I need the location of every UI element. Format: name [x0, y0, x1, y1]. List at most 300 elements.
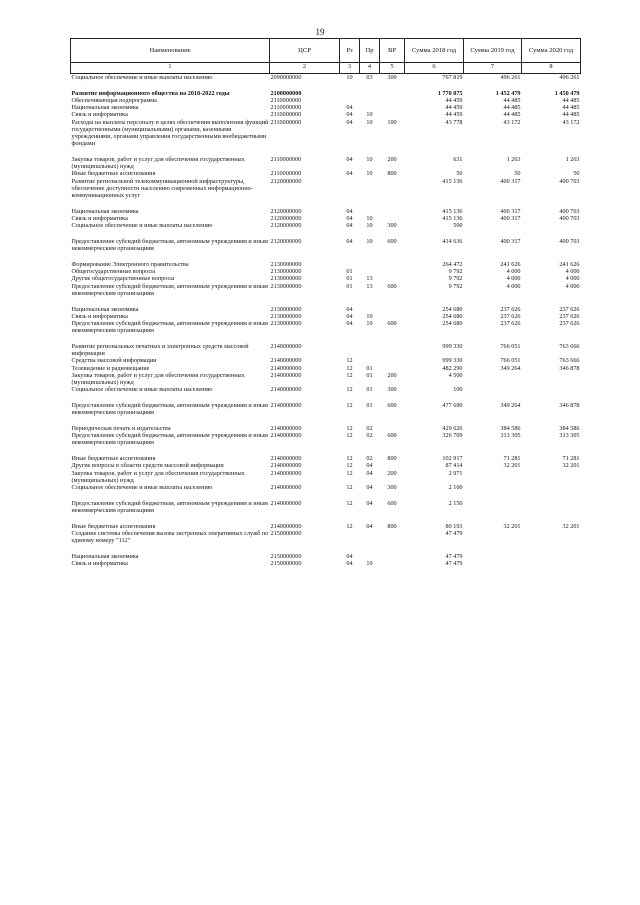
row-sum-2020: [522, 386, 581, 393]
page-number: 19: [315, 27, 325, 37]
row-sum-2018: 477 690: [442, 402, 463, 410]
row-sum-2019: 32 201: [503, 462, 521, 470]
row-sum-2019: 313 305: [500, 432, 521, 440]
row-vr: 600: [387, 432, 397, 440]
row-pr: 10: [366, 170, 373, 178]
row-csr: 2140000000: [270, 343, 302, 351]
row-vr: [380, 530, 405, 544]
row-pr: 10: [366, 156, 373, 164]
row-rz: 12: [346, 499, 353, 507]
row-rz: 04: [346, 312, 353, 320]
spacer-cell: [71, 393, 581, 402]
row-csr: 2150000000: [270, 530, 302, 538]
row-vr: [380, 275, 405, 282]
row-rz: 04: [346, 156, 353, 164]
table-body: [71, 74, 581, 568]
row-csr: 2140000000: [270, 462, 302, 470]
row-sum-2018: 1 770 875: [437, 89, 463, 97]
row-csr: 2140000000: [270, 425, 302, 433]
row-sum-2018: 2 971: [448, 469, 463, 477]
row-sum-2020: 496 261: [559, 74, 580, 81]
row-name: Социальное обеспечение и иные выплаты населению: [71, 386, 213, 394]
row-sum-2019: 400 317: [500, 207, 521, 215]
spacer-cell: [71, 514, 581, 523]
row-sum-2018: 264 472: [442, 261, 463, 269]
row-pr: [360, 306, 380, 313]
row-name: Иные бюджетные ассигнования: [71, 170, 156, 178]
row-sum-2019: [464, 560, 522, 567]
table-row: [71, 425, 581, 432]
row-csr: 2140000000: [270, 499, 302, 507]
column-number-row: [71, 63, 581, 74]
row-pr: 10: [366, 312, 373, 320]
row-name: Телевидение и радиовещание: [71, 364, 150, 372]
row-rz: [340, 530, 360, 544]
row-vr: [380, 306, 405, 313]
row-pr: 04: [366, 522, 373, 530]
row-csr: 2110000000: [270, 97, 302, 104]
row-sum-2018: 415 136: [442, 215, 463, 223]
row-rz: 12: [346, 462, 353, 470]
row-sum-2018: 44 459: [445, 104, 463, 112]
row-csr: 2120000000: [270, 177, 302, 185]
row-sum-2018: 80 193: [445, 522, 463, 530]
row-name: Другие вопросы в области средств массовой информации: [71, 462, 224, 470]
row-name: Связь и информатика: [71, 215, 128, 223]
table-row: [71, 238, 581, 252]
row-name: Развитие информационного общества на 2018-2022 годы: [71, 89, 230, 97]
row-sum-2020: 237 626: [559, 312, 580, 320]
row-csr: 2130000000: [270, 282, 302, 290]
spacer-row: [71, 334, 581, 343]
row-sum-2018: 631: [453, 156, 463, 164]
row-rz: 04: [346, 222, 353, 230]
row-name: Предоставление субсидий бюджетным, автономным учреждениям и иным некоммерческим организациям: [71, 320, 268, 335]
row-name: Развитие региональных печатных и электронных средств массовой информации: [71, 343, 249, 358]
row-csr: 2140000000: [270, 402, 302, 410]
row-sum-2019: 4 000: [506, 275, 521, 283]
row-sum-2019: 237 626: [500, 305, 521, 313]
row-csr: 2100000000: [270, 89, 302, 97]
row-sum-2018: 50: [456, 170, 463, 178]
row-vr: 200: [387, 469, 397, 477]
row-sum-2020: 313 305: [559, 432, 580, 440]
row-name: Связь и информатика: [71, 560, 128, 568]
row-sum-2019: 384 586: [500, 425, 521, 433]
row-vr: 300: [387, 484, 397, 492]
row-sum-2019: 1 452 479: [495, 89, 521, 97]
row-vr: 600: [387, 282, 397, 290]
table-row: [71, 261, 581, 268]
row-sum-2020: [522, 553, 581, 560]
row-csr: 2110000000: [270, 118, 302, 126]
row-rz: 04: [346, 104, 353, 112]
row-sum-2020: 237 626: [559, 305, 580, 313]
row-name: Развитие региональной телекоммуникационной инфраструктуры, обеспечение доступности населению современных информационно-коммуникационных услуг: [71, 177, 253, 200]
spacer-row: [71, 199, 581, 208]
row-vr: [380, 425, 405, 432]
table-row: [71, 470, 581, 484]
row-sum-2018: 4 500: [448, 371, 463, 379]
row-sum-2020: 1 450 479: [554, 89, 580, 97]
row-rz: 01: [346, 275, 353, 283]
table-row: [71, 313, 581, 320]
row-vr: [380, 365, 405, 372]
row-rz: 04: [346, 553, 353, 561]
row-sum-2019: 496 261: [500, 74, 521, 81]
row-sum-2018: 87 414: [445, 462, 463, 470]
row-sum-2020: [522, 500, 581, 514]
table-row: [71, 343, 581, 357]
row-pr: 01: [366, 371, 373, 379]
table-row: [71, 104, 581, 111]
spacer-row: [71, 147, 581, 156]
table-row: [71, 283, 581, 297]
row-sum-2020: [522, 470, 581, 484]
spacer-cell: [71, 147, 581, 156]
table-row: [71, 90, 581, 97]
row-vr: 600: [387, 499, 397, 507]
row-sum-2019: [464, 553, 522, 560]
row-pr: [360, 343, 380, 357]
header-name: Наименование: [71, 39, 270, 63]
table-row: [71, 208, 581, 215]
row-pr: 01: [366, 386, 373, 394]
row-sum-2020: 4 000: [565, 282, 580, 290]
row-rz: 04: [346, 238, 353, 246]
row-pr: 01: [366, 402, 373, 410]
row-sum-2018: 44 459: [445, 111, 463, 119]
row-csr: 2140000000: [270, 364, 302, 372]
row-sum-2019: 44 485: [503, 111, 521, 119]
spacer-row: [71, 252, 581, 261]
row-sum-2019: [464, 222, 522, 229]
row-pr: [360, 261, 380, 268]
table-row: [71, 306, 581, 313]
row-name: Иные бюджетные ассигнования: [71, 455, 156, 463]
row-sum-2020: 237 626: [559, 320, 580, 328]
row-name: Средства массовой информации: [71, 357, 157, 365]
row-sum-2019: 400 317: [500, 215, 521, 223]
row-sum-2020: 50: [573, 170, 580, 178]
row-sum-2019: [464, 530, 522, 544]
row-vr: [380, 268, 405, 275]
row-sum-2020: 44 485: [562, 97, 580, 104]
row-vr: 300: [387, 222, 397, 230]
row-pr: [360, 208, 380, 215]
table-header-row: [71, 39, 581, 63]
table-row: [71, 484, 581, 491]
row-pr: [360, 268, 380, 275]
row-vr: 300: [387, 386, 397, 394]
row-sum-2018: 2 150: [448, 499, 463, 507]
table-row: [71, 500, 581, 514]
row-csr: 2140000000: [270, 484, 302, 492]
column-number: 5: [380, 63, 405, 74]
row-sum-2018: 2 100: [448, 484, 463, 492]
row-vr: 800: [387, 455, 397, 463]
row-rz: 12: [346, 402, 353, 410]
row-sum-2019: [464, 372, 522, 386]
row-sum-2020: 1 263: [565, 156, 580, 164]
row-sum-2020: 4 000: [565, 268, 580, 276]
row-rz: 12: [346, 364, 353, 372]
table-row: [71, 268, 581, 275]
row-csr: 2140000000: [270, 455, 302, 463]
row-name: Закупка товаров, работ и услуг для обеспечения государственных (муниципальных) нужд: [71, 156, 245, 171]
row-pr: [360, 90, 380, 97]
row-sum-2020: [522, 560, 581, 567]
spacer-row: [71, 229, 581, 238]
row-name: Предоставление субсидий бюджетным, автономным учреждениям и иным некоммерческим организациям: [71, 499, 268, 515]
header-pr: Пр: [360, 39, 380, 63]
row-name: Связь и информатика: [71, 312, 128, 320]
row-sum-2019: [464, 500, 522, 514]
row-sum-2019: 349 264: [500, 402, 521, 410]
spacer-cell: [71, 334, 581, 343]
row-pr: 04: [366, 469, 373, 477]
table-row: [71, 170, 581, 177]
row-sum-2018: 415 136: [442, 177, 463, 185]
row-name: Национальная экономика: [71, 553, 139, 561]
row-pr: [360, 357, 380, 364]
row-rz: [340, 178, 360, 200]
row-sum-2019: 32 201: [503, 522, 521, 530]
table-row: [71, 432, 581, 446]
row-csr: 2120000000: [270, 222, 302, 230]
row-rz: 01: [346, 282, 353, 290]
row-vr: [380, 208, 405, 215]
row-vr: 800: [387, 170, 397, 178]
row-sum-2020: 241 626: [559, 261, 580, 269]
header-sum-2020: Сумма 2020 год: [522, 39, 581, 63]
row-sum-2018: 254 680: [442, 312, 463, 320]
row-name: Национальная экономика: [71, 305, 139, 313]
row-sum-2018: 44 459: [445, 97, 463, 104]
row-sum-2018: 254 680: [442, 305, 463, 313]
row-pr: 10: [366, 560, 373, 568]
row-vr: [380, 553, 405, 560]
row-sum-2018: 415 136: [442, 207, 463, 215]
row-csr: 2140000000: [270, 432, 302, 440]
row-sum-2019: 400 317: [500, 238, 521, 246]
row-sum-2018: 999 330: [442, 357, 463, 365]
row-csr: 2130000000: [270, 275, 302, 283]
row-name: Формирование Электронного правительства: [71, 261, 189, 269]
row-pr: 03: [366, 74, 373, 81]
table-row: [71, 215, 581, 222]
row-sum-2020: 346 878: [559, 402, 580, 410]
row-vr: 300: [387, 74, 397, 81]
row-name: Связь и информатика: [71, 111, 128, 119]
row-vr: 600: [387, 402, 397, 410]
table-row: [71, 178, 581, 200]
row-sum-2019: 44 485: [503, 104, 521, 112]
row-sum-2019: [464, 386, 522, 393]
row-csr: 2140000000: [270, 469, 302, 477]
table-row: [71, 222, 581, 229]
row-rz: 04: [346, 560, 353, 568]
row-sum-2019: 349 264: [500, 364, 521, 372]
row-csr: 2130000000: [270, 261, 302, 269]
row-name: Иные бюджетные ассигнования: [71, 522, 156, 530]
row-rz: [340, 261, 360, 268]
row-name: Общегосударственные вопросы: [71, 268, 156, 276]
column-number: 6: [405, 63, 464, 74]
table-row: [71, 402, 581, 416]
row-csr: 2120000000: [270, 207, 302, 215]
row-sum-2018: 47 479: [445, 553, 463, 561]
row-sum-2019: 43 172: [503, 118, 521, 126]
row-sum-2018: 9 792: [448, 268, 463, 276]
row-sum-2020: 346 878: [559, 364, 580, 372]
row-sum-2019: 241 626: [500, 261, 521, 269]
row-name: Обеспечивающая подпрограмма: [71, 97, 157, 104]
row-csr: 2120000000: [270, 215, 302, 223]
row-vr: [380, 97, 405, 104]
spacer-row: [71, 81, 581, 90]
spacer-cell: [71, 544, 581, 553]
row-name: Предоставление субсидий бюджетным, автономным учреждениям и иным некоммерческим организациям: [71, 238, 268, 253]
row-sum-2018: 999 330: [442, 343, 463, 351]
spacer-cell: [71, 416, 581, 425]
row-sum-2020: 763 666: [559, 343, 580, 351]
row-sum-2020: 44 485: [562, 104, 580, 112]
row-csr: 2140000000: [270, 357, 302, 365]
row-vr: 600: [387, 320, 397, 328]
row-name: Предоставление субсидий бюджетным, автономным учреждениям и иным некоммерческим организациям: [71, 402, 268, 417]
row-pr: 10: [366, 111, 373, 119]
row-sum-2018: 47 479: [445, 530, 463, 538]
row-rz: 12: [346, 522, 353, 530]
row-rz: 04: [346, 111, 353, 119]
row-name: Предоставление субсидий бюджетным, автономным учреждениям и иным некоммерческим организациям: [71, 432, 268, 447]
row-rz: 12: [346, 386, 353, 394]
row-vr: 200: [387, 371, 397, 379]
row-rz: 12: [346, 469, 353, 477]
row-sum-2020: 43 172: [562, 118, 580, 126]
row-sum-2019: 400 317: [500, 177, 521, 185]
row-rz: 04: [346, 215, 353, 223]
row-pr: 13: [366, 282, 373, 290]
row-sum-2018: 767 819: [442, 74, 463, 81]
spacer-row: [71, 514, 581, 523]
row-rz: 10: [346, 74, 353, 81]
row-rz: 01: [346, 268, 353, 276]
table-row: [71, 111, 581, 118]
row-sum-2019: [464, 484, 522, 491]
spacer-row: [71, 544, 581, 553]
row-sum-2020: 400 703: [559, 215, 580, 223]
row-pr: [360, 104, 380, 111]
row-rz: 12: [346, 484, 353, 492]
row-name: Расходы на выплаты персоналу в целях обеспечения выполнения функций государственными (муниципальными) органами, казенными учреждениями, органами управления государственными внебюджетными фондами: [71, 118, 269, 148]
spacer-row: [71, 393, 581, 402]
row-vr: [380, 111, 405, 118]
spacer-cell: [71, 491, 581, 500]
spacer-row: [71, 447, 581, 456]
row-csr: 2130000000: [270, 312, 302, 320]
row-pr: 04: [366, 499, 373, 507]
row-csr: 2140000000: [270, 371, 302, 379]
row-pr: 01: [366, 364, 373, 372]
row-sum-2020: 384 586: [559, 425, 580, 433]
table-row: [71, 462, 581, 469]
row-sum-2018: 9 792: [448, 282, 463, 290]
table-row: [71, 156, 581, 170]
row-name: Социальное обеспечение и иные выплаты населению: [71, 484, 213, 492]
row-csr: 2150000000: [270, 560, 302, 568]
row-vr: 800: [387, 522, 397, 530]
row-sum-2018: 500: [453, 222, 463, 230]
row-sum-2018: 102 917: [442, 455, 463, 463]
spacer-cell: [71, 297, 581, 306]
row-csr: 2110000000: [270, 104, 302, 112]
column-number: 7: [464, 63, 522, 74]
row-pr: 02: [366, 432, 373, 440]
row-pr: [360, 97, 380, 104]
row-sum-2018: 100: [453, 386, 463, 394]
row-csr: 2120000000: [270, 238, 302, 246]
row-name: Социальное обеспечение и иные выплаты населению: [71, 222, 213, 230]
row-name: Создание системы обеспечения вызова экстренных оперативных служб по единому номеру "112": [71, 530, 269, 545]
row-sum-2019: 4 000: [506, 282, 521, 290]
spacer-cell: [71, 252, 581, 261]
row-sum-2020: 400 703: [559, 177, 580, 185]
table-row: [71, 275, 581, 282]
row-pr: [360, 553, 380, 560]
row-sum-2020: [522, 222, 581, 229]
header-vr: ВР: [380, 39, 405, 63]
row-vr: [380, 178, 405, 200]
row-pr: 02: [366, 425, 373, 433]
row-sum-2019: 44 485: [503, 97, 521, 104]
row-vr: [380, 313, 405, 320]
spacer-cell: [71, 199, 581, 208]
row-rz: 04: [346, 118, 353, 126]
row-sum-2020: 71 281: [562, 455, 580, 463]
row-csr: 2130000000: [270, 268, 302, 276]
header-sum-2019: Сумма 2019 год: [464, 39, 522, 63]
header-sum-2018: Сумма 2018 год: [405, 39, 464, 63]
row-csr: 2110000000: [270, 170, 302, 178]
row-name: Другие общегосударственные вопросы: [71, 275, 175, 283]
table-row: [71, 365, 581, 372]
table-row: [71, 320, 581, 334]
row-name: Закупка товаров, работ и услуг для обеспечения государственных (муниципальных) нужд: [71, 469, 245, 484]
row-sum-2020: [522, 372, 581, 386]
table-row: [71, 455, 581, 462]
column-number: 4: [360, 63, 380, 74]
column-number: 2: [270, 63, 340, 74]
header-rz: Рз: [340, 39, 360, 63]
row-sum-2020: [522, 530, 581, 544]
spacer-cell: [71, 81, 581, 90]
table-row: [71, 119, 581, 148]
row-sum-2020: 400 703: [559, 207, 580, 215]
row-name: Национальная экономика: [71, 104, 139, 112]
table-row: [71, 560, 581, 567]
row-rz: 04: [346, 320, 353, 328]
row-sum-2019: 766 051: [500, 343, 521, 351]
row-pr: 10: [366, 320, 373, 328]
spacer-cell: [71, 447, 581, 456]
spacer-row: [71, 491, 581, 500]
row-sum-2019: 1 263: [506, 156, 521, 164]
row-csr: 2110000000: [270, 156, 302, 164]
row-sum-2020: 400 703: [559, 238, 580, 246]
row-rz: 12: [346, 455, 353, 463]
